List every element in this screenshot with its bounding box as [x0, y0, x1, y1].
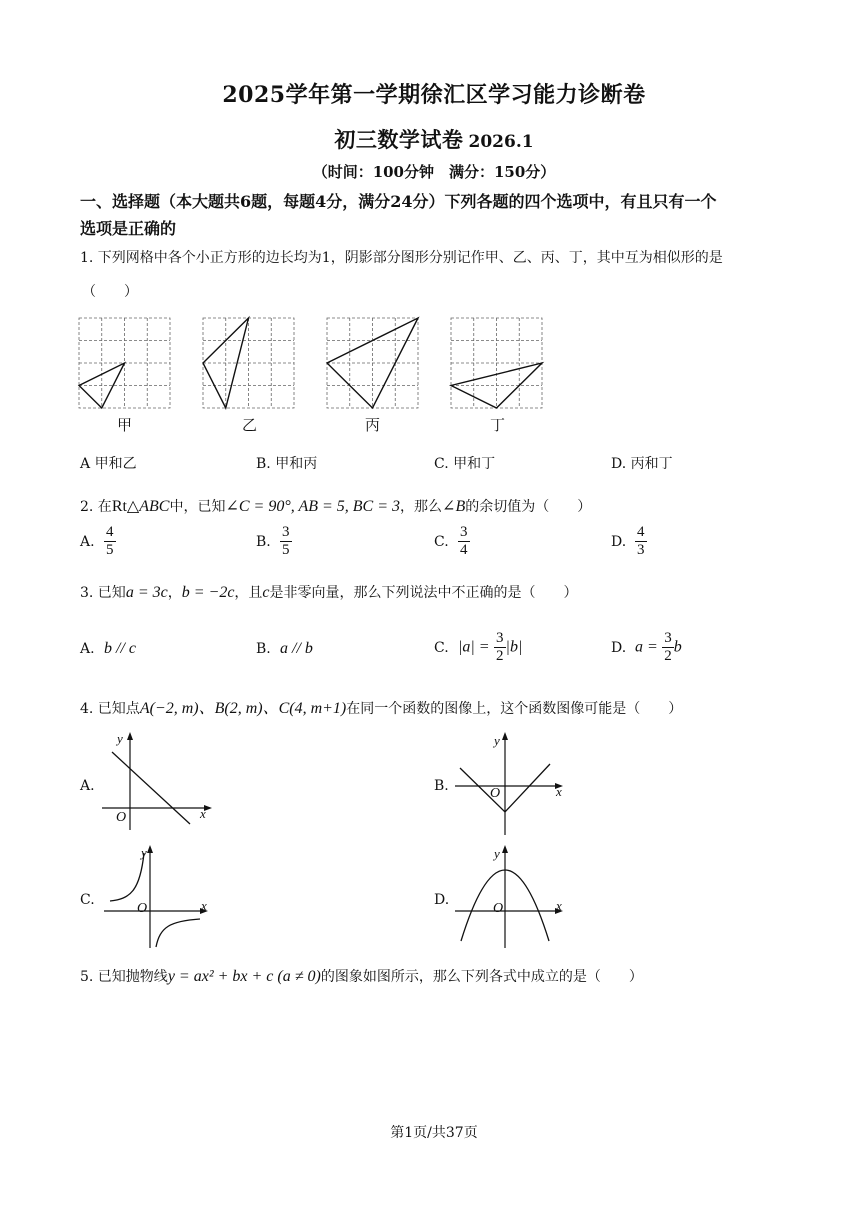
time-info: （时间：100分钟 满分：150分） [312, 163, 556, 181]
q4c-x-label: x [201, 898, 207, 913]
q1-label-ding: 丁 [490, 416, 506, 434]
q1-figure-ding [451, 318, 543, 410]
section-heading-line1: 一、选择题（本大题共6题，每题4分，满分24分）下列各题的四个选项中，有且只有一个 [80, 192, 717, 211]
q4d-y-label: y [494, 846, 500, 861]
q1-figure-jia [79, 318, 171, 410]
q3-option-d[interactable]: D. a = $\frac{3}{2}$ b [611, 630, 682, 664]
q1-figure-bing [327, 318, 419, 410]
q4a-y-label: y [117, 731, 123, 746]
q4d-x-label: x [556, 898, 562, 913]
q4b-y-label: y [494, 733, 500, 748]
q3-option-c[interactable]: C. |a| = $\frac{3}{2}$ |b| [434, 630, 523, 664]
q4a-origin-label: O [116, 810, 127, 825]
q4-graph-d [455, 845, 570, 950]
q4c-origin-label: O [137, 901, 148, 916]
q4a-x-label: x [200, 806, 206, 821]
q5-text: 5. 已知抛物线y = ax² + bx + c (a ≠ 0)的图象如图所示，那么下列各式中成立的是（ ） [80, 968, 643, 985]
q1-option-d[interactable]: D. 丙和丁 [611, 456, 673, 472]
q2-option-d[interactable]: D. $\frac{4}{3}$ [611, 524, 645, 558]
subtitle-date: 2026.1 [468, 132, 534, 152]
q4b-origin-label: O [490, 786, 501, 801]
q3-option-b[interactable]: B. a // b [256, 640, 313, 657]
q4-graph-b [455, 732, 570, 837]
q4-text: 4. 已知点A(−2, m)、B(2, m)、C(4, m+1)在同一个函数的图像上，这个函数图像可能是（ ） [80, 700, 683, 717]
q4-option-b[interactable]: B. [434, 778, 449, 794]
q1-label-yi: 乙 [242, 416, 258, 434]
q4-option-d[interactable]: D. [434, 892, 450, 908]
q2-option-b[interactable]: B. $\frac{3}{5}$ [256, 524, 290, 558]
q2-option-c[interactable]: C. $\frac{3}{4}$ [434, 524, 468, 558]
q1-paren: （ ） [82, 284, 138, 300]
q1-option-a[interactable]: A 甲和乙 [80, 456, 137, 472]
subtitle-text: 初三数学试卷 [334, 127, 464, 152]
q1-option-b[interactable]: B. 甲和丙 [256, 456, 318, 472]
q4c-y-label: y [141, 845, 147, 860]
exam-subtitle [0, 124, 868, 154]
q4d-origin-label: O [493, 901, 504, 916]
q1-label-jia: 甲 [117, 416, 133, 434]
q1-text: 1. 下列网格中各个小正方形的边长均为1，阴影部分图形分别记作甲、乙、丙、丁，其中互为相似形的是 [80, 250, 723, 266]
q1-option-c[interactable]: C. 甲和丁 [434, 456, 496, 472]
q4b-x-label: x [556, 784, 562, 799]
section-heading-line2: 选项是正确的 [80, 219, 177, 238]
q2-option-a[interactable]: A. $\frac{4}{5}$ [80, 524, 114, 558]
q1-label-bing: 丙 [365, 416, 381, 434]
q4-graph-c [100, 845, 215, 950]
q1-figure-yi [203, 318, 295, 410]
exam-title: 2025学年第一学期徐汇区学习能力诊断卷 [222, 82, 646, 108]
q3-text: 3. 已知a = 3c，b = −2c，且c是非零向量，那么下列说法中不正确的是（ ） [80, 584, 578, 601]
page-footer: 第1页/共37页 [390, 1125, 478, 1141]
q3-option-a[interactable]: A. b // c [80, 640, 136, 657]
q4-option-c[interactable]: C. [80, 892, 95, 908]
q2-text: 2. 在Rt△ABC中，已知∠C = 90°, AB = 5, BC = 3，那么∠B的余切值为（ ） [80, 498, 592, 515]
q4-option-a[interactable]: A. [80, 778, 95, 794]
